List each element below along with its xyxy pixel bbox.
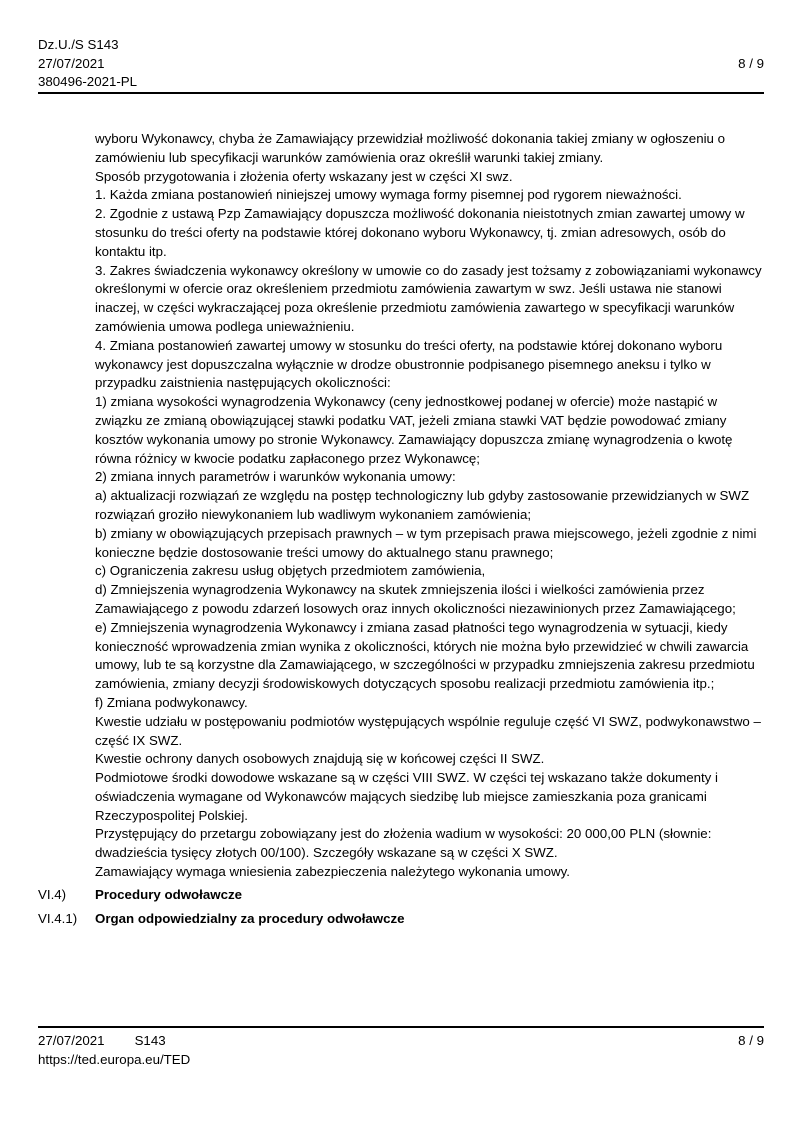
header-rule — [38, 92, 764, 94]
header-page-number: 8 / 9 — [738, 55, 764, 71]
section-title: Organ odpowiedzialny za procedury odwoławcze — [95, 910, 405, 926]
paragraph: a) aktualizacji rozwiązań ze względu na postęp technologiczny lub gdyby zastosowanie przewidzianych w SWZ rozwiązań groziło niewykonaniem lub wadliwym wykonaniem zamówienia; — [95, 488, 750, 522]
paragraph: wyboru Wykonawcy, chyba że Zamawiający przewidział możliwość dokonania takiej zmiany w ogłoszeniu o zamówieniu lub specyfikacji warunków zamówienia oraz określił warunki takiej zmiany. — [95, 131, 726, 165]
footer-page-number: 8 / 9 — [738, 1032, 764, 1048]
notice-number-line: 380496-2021-PL — [38, 74, 138, 89]
paragraph: f) Zmiana podwykonawcy. — [95, 694, 248, 710]
paragraph: 1) zmiana wysokości wynagrodzenia Wykonawcy (ceny jednostkowej podanej w ofercie) może nastąpić w związku ze zmianą obowiązującej stawki podatku VAT, jeżeli zmiana stawki VAT będzie powodować zmiany kosztów wykonania umowy po stronie Wykonawcy. Zamawiający dopuszcza zmianę wynagrodzenia o kwotę równa różnicy w kwocie podatku zapłaconego przez Wykonawcę; — [95, 394, 733, 466]
footer-series: S143 — [134, 1032, 166, 1048]
paragraph: 1. Każda zmiana postanowień niniejszej umowy wymaga formy pisemnej pod rygorem nieważności. — [95, 187, 682, 203]
section-number: VI.4) — [38, 887, 67, 902]
paragraph: Przystępujący do przetargu zobowiązany jest do złożenia wadium w wysokości: 20 000,00 PLN (słownie: dwadzieścia tysięcy złotych 00/100). Szczegóły wskazane są w części X SWZ. — [95, 826, 712, 861]
paragraph: 2) zmiana innych parametrów i warunków wykonania umowy: — [95, 469, 456, 485]
footer-url: https://ted.europa.eu/TED — [38, 1051, 191, 1067]
document-body — [95, 130, 764, 882]
section-list — [38, 885, 764, 932]
page-header — [38, 36, 764, 92]
footer-rule — [38, 1026, 764, 1028]
paragraph: Kwestie ochrony danych osobowych znajdują się w końcowej części II SWZ. — [95, 751, 545, 767]
paragraph: e) Zmniejszenia wynagrodzenia Wykonawcy i zmiana zasad płatności tego wynagrodzenia w sytuacji, kiedy konieczność wprowadzenia zmian wynika z okoliczności, których nie można było przewidzieć w chwili zawarcia umowy, lub te są korzystne dla Zamawiającego, w szczególności w przypadku zmniejszenia zakresu przedmiotu zamówienia, zmiany decyzji środowiskowych dotyczących sposobu realizacji przedmiotu zamówienia itp.; — [95, 619, 755, 692]
footer-date: 27/07/2021 — [38, 1032, 105, 1048]
paragraph: Podmiotowe środki dowodowe wskazane są w części VIII SWZ. W części tej wskazano także dokumenty i oświadczenia wymagane od Wykonawców mających siedzibę lub miejsce zamieszkania poza granicami Rzeczypospolitej Polskiej. — [95, 770, 718, 823]
section-number: VI.4.1) — [38, 910, 78, 926]
footer-line1 — [38, 1031, 764, 1050]
paragraph: Sposób przygotowania i złożenia oferty wskazany jest w części XI swz. — [95, 168, 513, 184]
header-date-line: 27/07/2021 — [38, 55, 105, 71]
section-row — [38, 909, 764, 928]
journal-line: Dz.U./S S143 — [38, 37, 119, 52]
paragraph: Kwestie udziału w postępowaniu podmiotów występujących wspólnie reguluje część VI SWZ, podwykonawstwo – część IX SWZ. — [95, 713, 761, 748]
section-title: Procedury odwoławcze — [95, 887, 243, 902]
paragraph: 3. Zakres świadczenia wykonawcy określony w umowie co do zasady jest tożsamy z zobowiązaniami wykonawcy określonymi w ofercie oraz określeniem przedmiotu zamówienia zawartym w swz. Jeśli ustawa nie stanowi inaczej, w części wykraczającej poza określenie przedmiotu zamówienia zawartego w specyfikacji warunków zamówienia umowa podlega unieważnieniu. — [95, 262, 762, 334]
page-footer — [38, 1026, 764, 1069]
paragraph: b) zmiany w obowiązujących przepisach prawnych – w tym przepisach prawa miejscowego, jeżeli zgodnie z nimi konieczne będzie dostosowanie treści umowy do aktualnego stanu prawnego; — [95, 525, 757, 560]
paragraph: c) Ograniczenia zakresu usług objętych przedmiotem zamówienia, — [95, 563, 486, 579]
paragraph: 2. Zgodnie z ustawą Pzp Zamawiający dopuszcza możliwość dokonania nieistotnych zmian zawartej umowy w stosunku do treści oferty na podstawie której dokonano wyboru Wykonawcy, tj. zmian adresowych, osób do kontaktu itp. — [95, 206, 745, 259]
paragraph: 4. Zmiana postanowień zawartej umowy w stosunku do treści oferty, na podstawie której dokonano wyboru wykonawcy jest dopuszczalna wyłącznie w drodze obustronnie podpisanego pisemnego aneksu i tylko w przypadku zaistnienia następujących okoliczności: — [95, 337, 723, 391]
paragraph: Zamawiający wymaga wniesienia zabezpieczenia należytego wykonania umowy. — [95, 864, 570, 880]
paragraph: d) Zmniejszenia wynagrodzenia Wykonawcy na skutek zmniejszenia ilości i wielkości zamówienia przez Zamawiającego z powodu zdarzeń losowych oraz innych okoliczności niezawinionych przez Zamawiającego; — [95, 582, 736, 616]
section-row — [38, 885, 764, 904]
